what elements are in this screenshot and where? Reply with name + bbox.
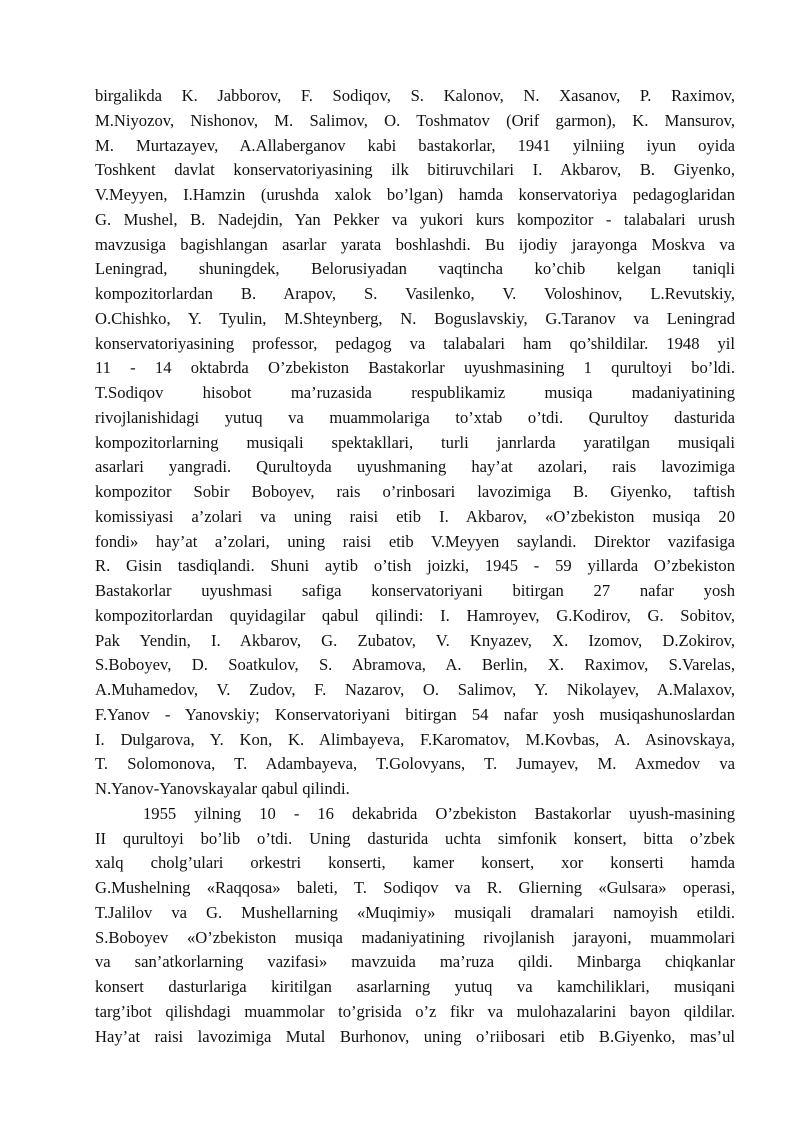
text-line: Toshkent davlat konservatoriyasining ilk bitiruvchilari I. Akbarov, B. Giyenko, [95,160,735,180]
text-line: kompozitorlarning musiqali spektakllari, turli janrlarda yaratilgan musiqali [95,432,735,452]
text-line: II qurultoyi bo’lib o’tdi. Uning dasturida uchta simfonik konsert, bitta o’zbek [95,828,735,848]
text-line: kompozitorlardan B. Arapov, S. Vasilenko, V. Voloshinov, L.Revutskiy, [95,284,735,303]
text-line: 1955 yilning 10 - 16 dekabrida O’zbekiston Bastakorlar uyush-masining [143,803,735,823]
text-line: kompozitorlardan quyidagilar qabul qilindi: I. Hamroyev, G.Kodirov, G. Sobitov, [95,605,735,625]
text-line: kompozitor Sobir Boboyev, rais o’rinbosari lavozimiga B. Giyenko, taftish [95,482,735,501]
text-line: Bastakorlar uyushmasi safiga konservatoriyani bitirgan 27 nafar yosh [95,581,735,600]
text-line: birgalikda K. Jabborov, F. Sodiqov, S. Kalonov, N. Xasanov, P. Raximov, [95,86,735,105]
text-line: targ’ibot qilishdagi muammolar to’grisida o’z fikr va mulohazalarini bayon qildilar. [95,1001,735,1021]
text-line: F.Yanov - Yanovskiy; Konservatoriyani bitirgan 54 nafar yosh musiqashunoslardan [95,704,735,724]
text-line: N.Yanov-Yanovskayalar qabul qilindi. [95,779,350,798]
text-line: asarlari yangradi. Qurultoyda uyushmaning hay’at azolari, rais lavozimiga [95,457,735,477]
paragraph-2 [95,802,735,1050]
text-line: fondi» hay’at a’zolari, uning raisi etib V.Meyyen saylandi. Direktor vazifasiga [95,531,735,551]
text-line: konservatoriyasining professor, pedagog va talabalari ham qo’shildilar. 1948 yil [95,333,735,353]
paragraph-1 [95,84,735,802]
text-line: O.Chishko, Y. Tyulin, M.Shteynberg, N. Boguslavskiy, G.Taranov va Leningrad [95,308,735,328]
text-line: G. Mushel, B. Nadejdin, Yan Pekker va yukori kurs kompozitor - talabalari urush [95,209,735,229]
text-line: V.Meyyen, I.Hamzin (urushda xalok bo’lgan) hamda konservatoriya pedagoglaridan [95,185,735,204]
text-line: T.Jalilov va G. Mushellarning «Muqimiy» musiqali dramalari namoyish etildi. [95,902,735,922]
text-line: Pak Yendin, I. Akbarov, G. Zubatov, V. Knyazev, X. Izomov, D.Zokirov, [95,630,735,650]
text-line: Leningrad, shuningdek, Belorusiyadan vaqtincha ko’chib kelgan taniqli [95,259,735,279]
text-line: konsert dasturlariga kiritilgan asarlarning yutuq va kamchiliklari, musiqani [95,977,735,996]
text-line: T. Solomonova, T. Adambayeva, T.Golovyans, T. Jumayev, M. Axmedov va [95,754,735,774]
text-line: S.Boboyev «O’zbekiston musiqa madaniyatining rivojlanish jarayoni, muammolari [95,927,735,947]
text-line: R. Gisin tasdiqlandi. Shuni aytib o’tish joizki, 1945 - 59 yillarda O’zbekiston [95,556,735,576]
text-line: Hay’at raisi lavozimiga Mutal Burhonov, uning o’riibosari etib B.Giyenko, mas’ul [95,1026,735,1046]
text-line: S.Boboyev, D. Soatkulov, S. Abramova, A. Berlin, X. Raximov, S.Varelas, [95,655,735,675]
text-line: M.Niyozov, Nishonov, M. Salimov, O. Toshmatov (Orif garmon), K. Mansurov, [95,110,735,130]
text-line: I. Dulgarova, Y. Kon, K. Alimbayeva, F.Karomatov, M.Kovbas, A. Asinovskaya, [95,729,735,749]
text-line: rivojlanishidagi yutuq va muammolariga to’xtab o’tdi. Qurultoy dasturida [95,407,735,427]
text-line: A.Muhamedov, V. Zudov, F. Nazarov, O. Salimov, Y. Nikolayev, A.Malaxov, [95,680,735,699]
text-line: xalq cholg’ulari orkestri konserti, kamer konsert, xor konserti hamda [95,853,735,873]
document-page [95,84,735,1049]
text-line: 11 - 14 oktabrda O’zbekiston Bastakorlar uyushmasining 1 qurultoyi bo’ldi. [95,358,735,378]
text-line: va san’atkorlarning vazifasi» mavzuida ma’ruza qildi. Minbarga chiqkanlar [95,952,735,972]
text-line: M. Murtazayev, A.Allaberganov kabi bastakorlar, 1941 yilniing iyun oyida [95,135,735,155]
text-line: G.Mushelning «Raqqosa» baleti, T. Sodiqov va R. Glierning «Gulsara» operasi, [95,878,735,897]
text-line: komissiyasi a’zolari va uning raisi etib I. Akbarov, «O’zbekiston musiqa 20 [95,506,735,526]
text-line: mavzusiga bagishlangan asarlar yarata boshlashdi. Bu ijodiy jarayonga Moskva va [95,234,735,254]
text-line: T.Sodiqov hisobot ma’ruzasida respublikamiz musiqa madaniyatining [95,383,735,402]
